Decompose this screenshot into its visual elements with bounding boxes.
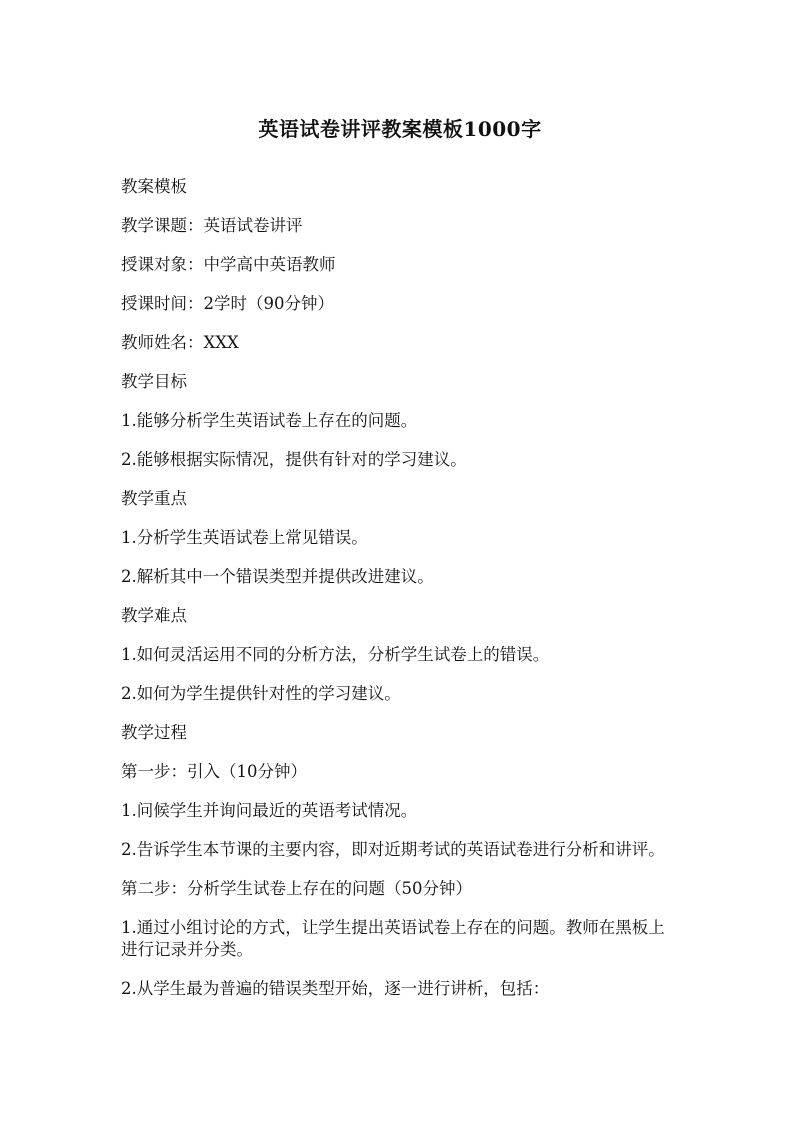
list-item: 1.通过小组讨论的方式，让学生提出英语试卷上存在的问题。教师在黑板上进行记录并分类。 xyxy=(121,918,665,959)
step-heading: 第二步：分析学生试卷上存在的问题（50分钟） xyxy=(121,879,472,898)
lesson-audience: 授课对象：中学高中英语教师 xyxy=(121,255,336,274)
section-heading: 教学重点 xyxy=(121,489,187,508)
list-item: 2.告诉学生本节课的主要内容，即对近期考试的英语试卷进行分析和讲评。 xyxy=(121,840,665,859)
lesson-topic: 教学课题：英语试卷讲评 xyxy=(121,216,303,235)
list-item: 1.分析学生英语试卷上常见错误。 xyxy=(121,528,368,547)
list-item: 1.能够分析学生英语试卷上存在的问题。 xyxy=(121,411,418,430)
list-item: 2.从学生最为普遍的错误类型开始，逐一进行讲析，包括： xyxy=(121,979,550,998)
section-heading: 教学目标 xyxy=(121,372,187,391)
list-item: 1.如何灵活运用不同的分析方法，分析学生试卷上的错误。 xyxy=(121,645,550,664)
list-item: 2.如何为学生提供针对性的学习建议。 xyxy=(121,684,401,703)
section-heading: 教案模板 xyxy=(121,177,187,196)
document-body xyxy=(121,176,681,1017)
section-heading: 教学难点 xyxy=(121,606,187,625)
step-heading: 第一步：引入（10分钟） xyxy=(121,762,307,781)
lesson-duration: 授课时间：2学时（90分钟） xyxy=(121,294,334,313)
list-item: 2.解析其中一个错误类型并提供改进建议。 xyxy=(121,567,434,586)
section-heading: 教学过程 xyxy=(121,723,187,742)
list-item: 2.能够根据实际情况，提供有针对的学习建议。 xyxy=(121,450,467,469)
teacher-name: 教师姓名：XXX xyxy=(121,333,239,352)
document-title: 英语试卷讲评教案模板1000字 xyxy=(258,117,542,141)
list-item: 1.问候学生并询问最近的英语考试情况。 xyxy=(121,801,418,820)
